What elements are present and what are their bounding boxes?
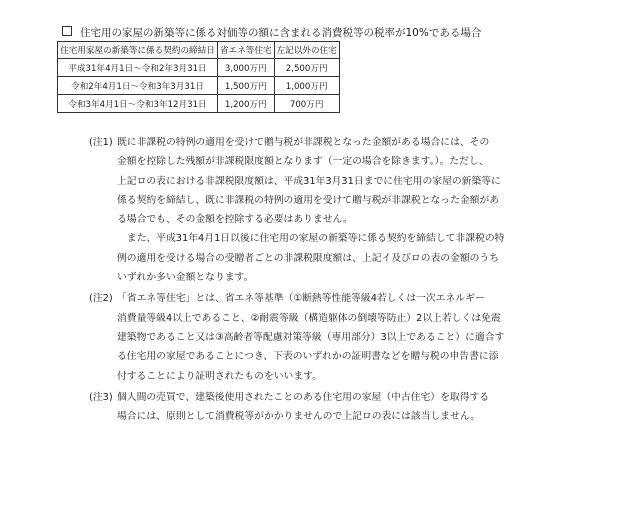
note-line: 係る契約を締結し、既に非課税の特例の適用を受けて贈与税が非課税となった金額があ [117,194,500,206]
note-line: 建築物であること又は③高齢者等配慮対策等級（専用部分）3以上であること）に適合す [117,331,505,343]
note-line: 例の適用を受ける場合の受贈者ごとの非課税限度額は、上記イ及びロの表の金額のうち [117,252,500,264]
table-cell-energy-saving-limit: 3,000万円 [218,59,275,77]
note-line: る場合でも、その金額を控除する必要はありません。 [117,214,353,226]
table-cell-other-limit: 2,500万円 [274,59,339,77]
table-cell-period: 令和3年4月1日～令和3年12月31日 [58,95,218,113]
note-line: る住宅用の家屋であることにつき、下表のいずれかの証明書などを贈与税の申告書に添 [117,351,499,363]
column-header-other-house: 左記以外の住宅 [274,42,339,59]
table-cell-energy-saving-limit: 1,500万円 [218,77,275,95]
note-line: 個人間の売買で、建築後使用されたことのある住宅用の家屋（中古住宅）を取得する [117,391,490,403]
table-header-row [58,42,340,59]
table-cell-other-limit: 700万円 [274,95,339,113]
table-row [58,95,340,113]
note-marker: (注3) [89,391,113,403]
note-line: 付することにより証明されたものをいいます。 [117,370,322,382]
note-marker: (注1) [89,137,113,148]
note-3 [89,388,559,427]
note-marker: (注2) [89,293,113,305]
checkbox-square-icon [62,26,72,36]
table-cell-period: 令和2年4月1日～令和3年3月31日 [58,77,218,95]
section-heading [62,26,481,40]
table-cell-energy-saving-limit: 1,200万円 [218,95,275,113]
table-row [58,59,340,77]
note-line: 「省エネ等住宅」とは、省エネ等基準（①断熱等性能等級4若しくは一次エネルギー [117,293,485,305]
note-line: また、平成31年4月1日以後に住宅用の家屋の新築等に係る契約を締結して非課税の特 [117,233,505,245]
note-line: 金額を控除した残額が非課税限度額となります（一定の場合を除きます。）。ただし、 [117,156,489,168]
table-row [58,77,340,95]
note-line: 上記ロの表における非課税限度額は、平成31年3月31日までに住宅用の家屋の新築等に [117,175,501,187]
note-line: 場合には、原則として消費税等がかかりませんので上記ロの表には該当しません。 [117,411,481,423]
section-heading-text: 住宅用の家屋の新築等に係る対価等の額に含まれる消費税等の税率が10%である場合 [80,27,482,39]
table-cell-other-limit: 1,000万円 [274,77,339,95]
table-cell-period: 平成31年4月1日～令和2年3月31日 [58,59,218,77]
note-1 [89,133,559,287]
notes-section [89,133,559,428]
note-line: 既に非課税の特例の適用を受けて贈与税が非課税となった金額がある場合には、その [117,137,490,148]
column-header-contract-date: 住宅用家屋の新築等に係る契約の締結日 [58,42,218,59]
note-2 [89,289,559,385]
tax-exemption-limit-table [57,41,340,113]
note-line: 消費量等級4以上であること、②耐震等級（構造躯体の倒壊等防止）2以上若しくは免震 [117,312,501,324]
column-header-energy-saving-house: 省エネ等住宅 [218,42,275,59]
note-line: いずれか多い金額となります。 [117,272,254,284]
